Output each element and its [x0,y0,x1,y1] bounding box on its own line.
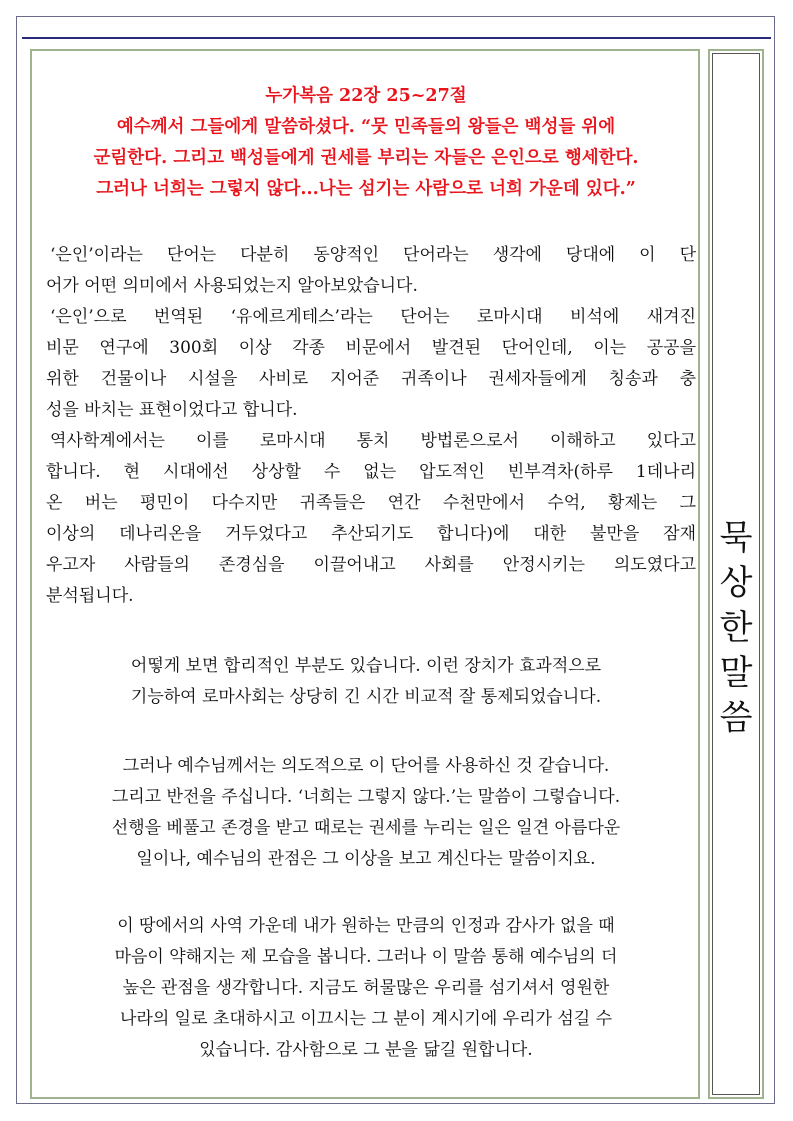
paragraph-line: 그리고 반전을 주십니다. ‘너희는 그렇지 않다.’는 말씀이 그렇습니다. [111,787,621,807]
paragraph-line: 어가 어떤 의미에서 사용되었는지 알아보았습니다. [46,276,418,296]
paragraph-line: 위한 건물이나 시설을 사비로 지어준 귀족이나 권세자들에게 칭송과 충 [46,369,696,389]
paragraph-line: 그러나 예수님께서는 의도적으로 이 단어를 사용하신 것 같습니다. [122,756,610,776]
side-title-char: 말 [719,653,753,693]
paragraph-line: 있습니다. 감사함으로 그 분을 닮길 원합니다. [199,1040,533,1060]
scripture-reference: 누가복음 22장 25~27절 [265,86,467,106]
paragraph-line: 분석됩니다. [46,586,134,606]
paragraph-line: 성을 바치는 표현이었다고 합니다. [46,400,298,420]
side-title [710,516,762,741]
scripture-line: 군림한다. 그리고 백성들에게 권세를 부리는 자들은 은인으로 행세한다. [93,148,639,168]
paragraph-line: 마음이 약해지는 제 모습을 봅니다. 그러나 이 말씀 통해 예수님의 더 [114,947,618,967]
paragraph-line: ‘은인’이라는 단어는 다분히 동양적인 단어라는 생각에 당대에 이 단 [50,245,696,265]
paragraph-line: 일이나, 예수님의 관점은 그 이상을 보고 계신다는 말씀이지요. [136,849,596,869]
paragraph-line: 역사학계에서는 이를 로마시대 통치 방법론으로서 이해하고 있다고 [50,431,696,451]
side-title-char: 상 [719,563,753,603]
paragraph-line: 이상의 데나리온을 거두었다고 추산되기도 합니다)에 대한 불만을 잠재 [46,524,696,544]
paragraph-line: 나라의 일로 초대하시고 이끄시는 그 분이 계시기에 우리가 섬길 수 [119,1009,613,1029]
content-frame [30,49,700,1099]
scripture-line: 예수께서 그들에게 말씀하셨다. “뭇 민족들의 왕들은 백성들 위에 [116,117,616,137]
paragraph-line: 합니다. 현 시대에선 상상할 수 없는 압도적인 빈부격차(하루 1데나리 [46,462,696,482]
scripture-line: 그러나 너희는 그렇지 않다...나는 섬기는 사람으로 너희 가운데 있다.” [96,179,636,199]
paragraph-line: 우고자 사람들의 존경심을 이끌어내고 사회를 안정시키는 의도였다고 [46,555,696,575]
paragraph-line: 비문 연구에 300회 이상 각종 비문에서 발견된 단어인데, 이는 공공을 [46,338,696,358]
paragraph-line: 선행을 베풀고 존경을 받고 때로는 권세를 누리는 일은 일견 아름다운 [111,818,621,838]
paragraph-line: ‘은인’으로 번역된 ‘유에르게테스’라는 단어는 로마시대 비석에 새겨진 [50,307,696,327]
paragraph-line: 온 버는 평민이 다수지만 귀족들은 연간 수천만에서 수억, 황제는 그 [46,493,696,513]
paragraph-line: 기능하여 로마사회는 상당히 긴 시간 비교적 잘 통제되었습니다. [130,687,602,707]
header-rule [22,37,771,39]
side-panel [708,49,764,1099]
paragraph-line: 이 땅에서의 사역 가운데 내가 원하는 만큼의 인정과 감사가 없을 때 [117,916,615,936]
side-title-char: 묵 [719,518,753,558]
paragraph-line: 높은 관점을 생각합니다. 지금도 허물많은 우리를 섬기셔서 영원한 [122,978,610,998]
side-title-char: 한 [719,608,753,648]
side-title-char: 씀 [719,698,753,738]
paragraph-line: 어떻게 보면 합리적인 부분도 있습니다. 이런 장치가 효과적으로 [130,656,602,676]
